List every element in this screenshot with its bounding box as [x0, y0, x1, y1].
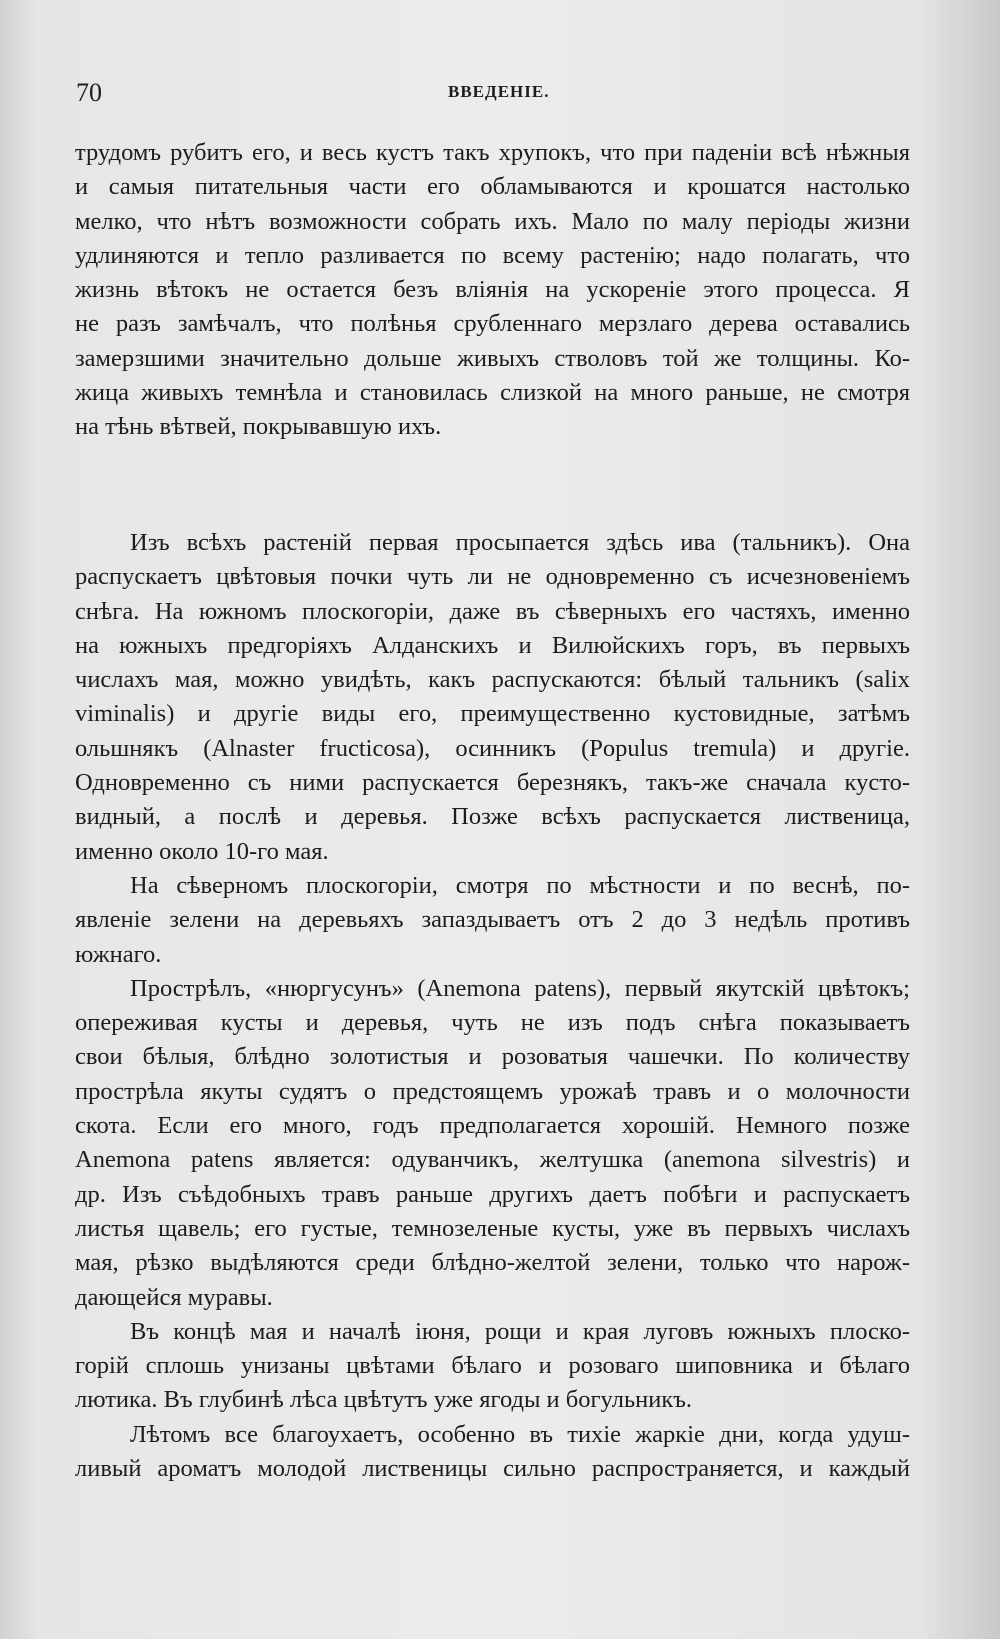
text-line: дающейся муравы.: [75, 1283, 273, 1311]
text-line: прострѣла якуты судятъ о предстоящемъ урожаѣ травъ и о молочности: [75, 1077, 910, 1105]
text-line: жизнь вѣтокъ не остается безъ вліянія на ускореніе этого процесса. Я: [75, 276, 910, 304]
text-line: замерзшими значительно дольше живыхъ стволовъ той же толщины. Ко-: [75, 344, 910, 372]
text-line: Лѣтомъ все благоухаетъ, особенно въ тихіе жаркіе дни, когда удуш-: [130, 1420, 910, 1448]
text-line: др. Изъ съѣдобныхъ травъ раньше другихъ даетъ побѣги и распускаетъ: [75, 1180, 910, 1208]
paragraph-block-2: [75, 526, 910, 1486]
text-line: скота. Если его много, годъ предполагается хорошій. Немного позже: [75, 1112, 910, 1140]
text-line: жица живыхъ темнѣла и становилась слизкой на много раньше, не смотря: [75, 379, 910, 407]
text-line: южнаго.: [75, 940, 162, 968]
text-line: удлиняются и тепло разливается по всему растенію; надо полагать, что: [75, 241, 910, 269]
text-line: листья щавель; его густые, темнозеленые кусты, уже въ первыхъ числахъ: [75, 1214, 910, 1242]
text-line: именно около 10-го мая.: [75, 837, 329, 865]
text-line: ливый ароматъ молодой лиственицы сильно распространяется, и каждый: [75, 1455, 910, 1483]
text-line: На сѣверномъ плоскогоріи, смотря по мѣстности и по веснѣ, по-: [130, 871, 910, 899]
text-line: Прострѣлъ, «нюргусунъ» (Anemona patens), первый якутскій цвѣтокъ;: [130, 974, 910, 1002]
text-line: явленіе зелени на деревьяхъ запаздываетъ отъ 2 до 3 недѣль противъ: [75, 906, 910, 934]
text-line: распускаетъ цвѣтовыя почки чуть ли не одновременно съ исчезновеніемъ: [75, 563, 910, 591]
text-line: видный, а послѣ и деревья. Позже всѣхъ распускается лиственица,: [75, 803, 910, 831]
text-line: числахъ мая, можно увидѣть, какъ распускаются: бѣлый тальникъ (salix: [75, 666, 910, 694]
paragraph-block-1: [75, 136, 910, 445]
text-line: на южныхъ предгоріяхъ Алданскихъ и Вилюйскихъ горъ, въ первыхъ: [75, 631, 910, 659]
text-line: ольшнякъ (Alnaster fructicosa), осинникъ (Populus tremula) и другіе.: [75, 734, 910, 762]
text-line: на тѣнь вѣтвей, покрывавшую ихъ.: [75, 413, 442, 441]
text-line: Одновременно съ ними распускается березнякъ, такъ-же сначала кусто-: [75, 769, 910, 797]
text-line: лютика. Въ глубинѣ лѣса цвѣтутъ уже ягоды и богульникъ.: [75, 1386, 693, 1414]
text-line: трудомъ рубитъ его, и весь кустъ такъ хрупокъ, что при паденіи всѣ нѣжныя: [75, 139, 910, 166]
page-number: 70: [76, 78, 102, 107]
text-line: Изъ всѣхъ растеній первая просыпается здѣсь ива (тальникъ). Она: [130, 529, 910, 556]
text-line: и самыя питательныя части его обламываются и крошатся настолько: [75, 173, 910, 201]
running-head: [76, 78, 940, 108]
text-line: Anemona patens является: одуванчикъ, желтушка (anemona silvestris) и: [75, 1146, 910, 1174]
text-line: опереживая кусты и деревья, чуть не изъ подъ снѣга показываетъ: [75, 1009, 910, 1037]
text-line: viminalis) и другіе виды его, преимущественно кустовидные, затѣмъ: [75, 700, 910, 728]
text-line: Въ концѣ мая и началѣ іюня, рощи и края луговъ южныхъ плоско-: [130, 1317, 910, 1345]
text-line: мелко, что нѣтъ возможности собрать ихъ. Мало по малу періоды жизни: [75, 207, 910, 235]
text-line: мая, рѣзко выдѣляются среди блѣдно-желтой зелени, только что нарож-: [75, 1249, 910, 1277]
text-line: не разъ замѣчалъ, что полѣнья срубленнаго мерзлаго дерева оставались: [75, 310, 910, 338]
section-title: ВВЕДЕНІЕ.: [448, 82, 550, 101]
text-line: горій сплошь унизаны цвѣтами бѣлаго и розоваго шиповника и бѣлаго: [75, 1352, 910, 1380]
text-line: свои бѣлыя, блѣдно золотистыя и розоватыя чашечки. По количеству: [75, 1043, 910, 1071]
text-line: снѣга. На южномъ плоскогоріи, даже въ сѣверныхъ его частяхъ, именно: [75, 597, 910, 625]
